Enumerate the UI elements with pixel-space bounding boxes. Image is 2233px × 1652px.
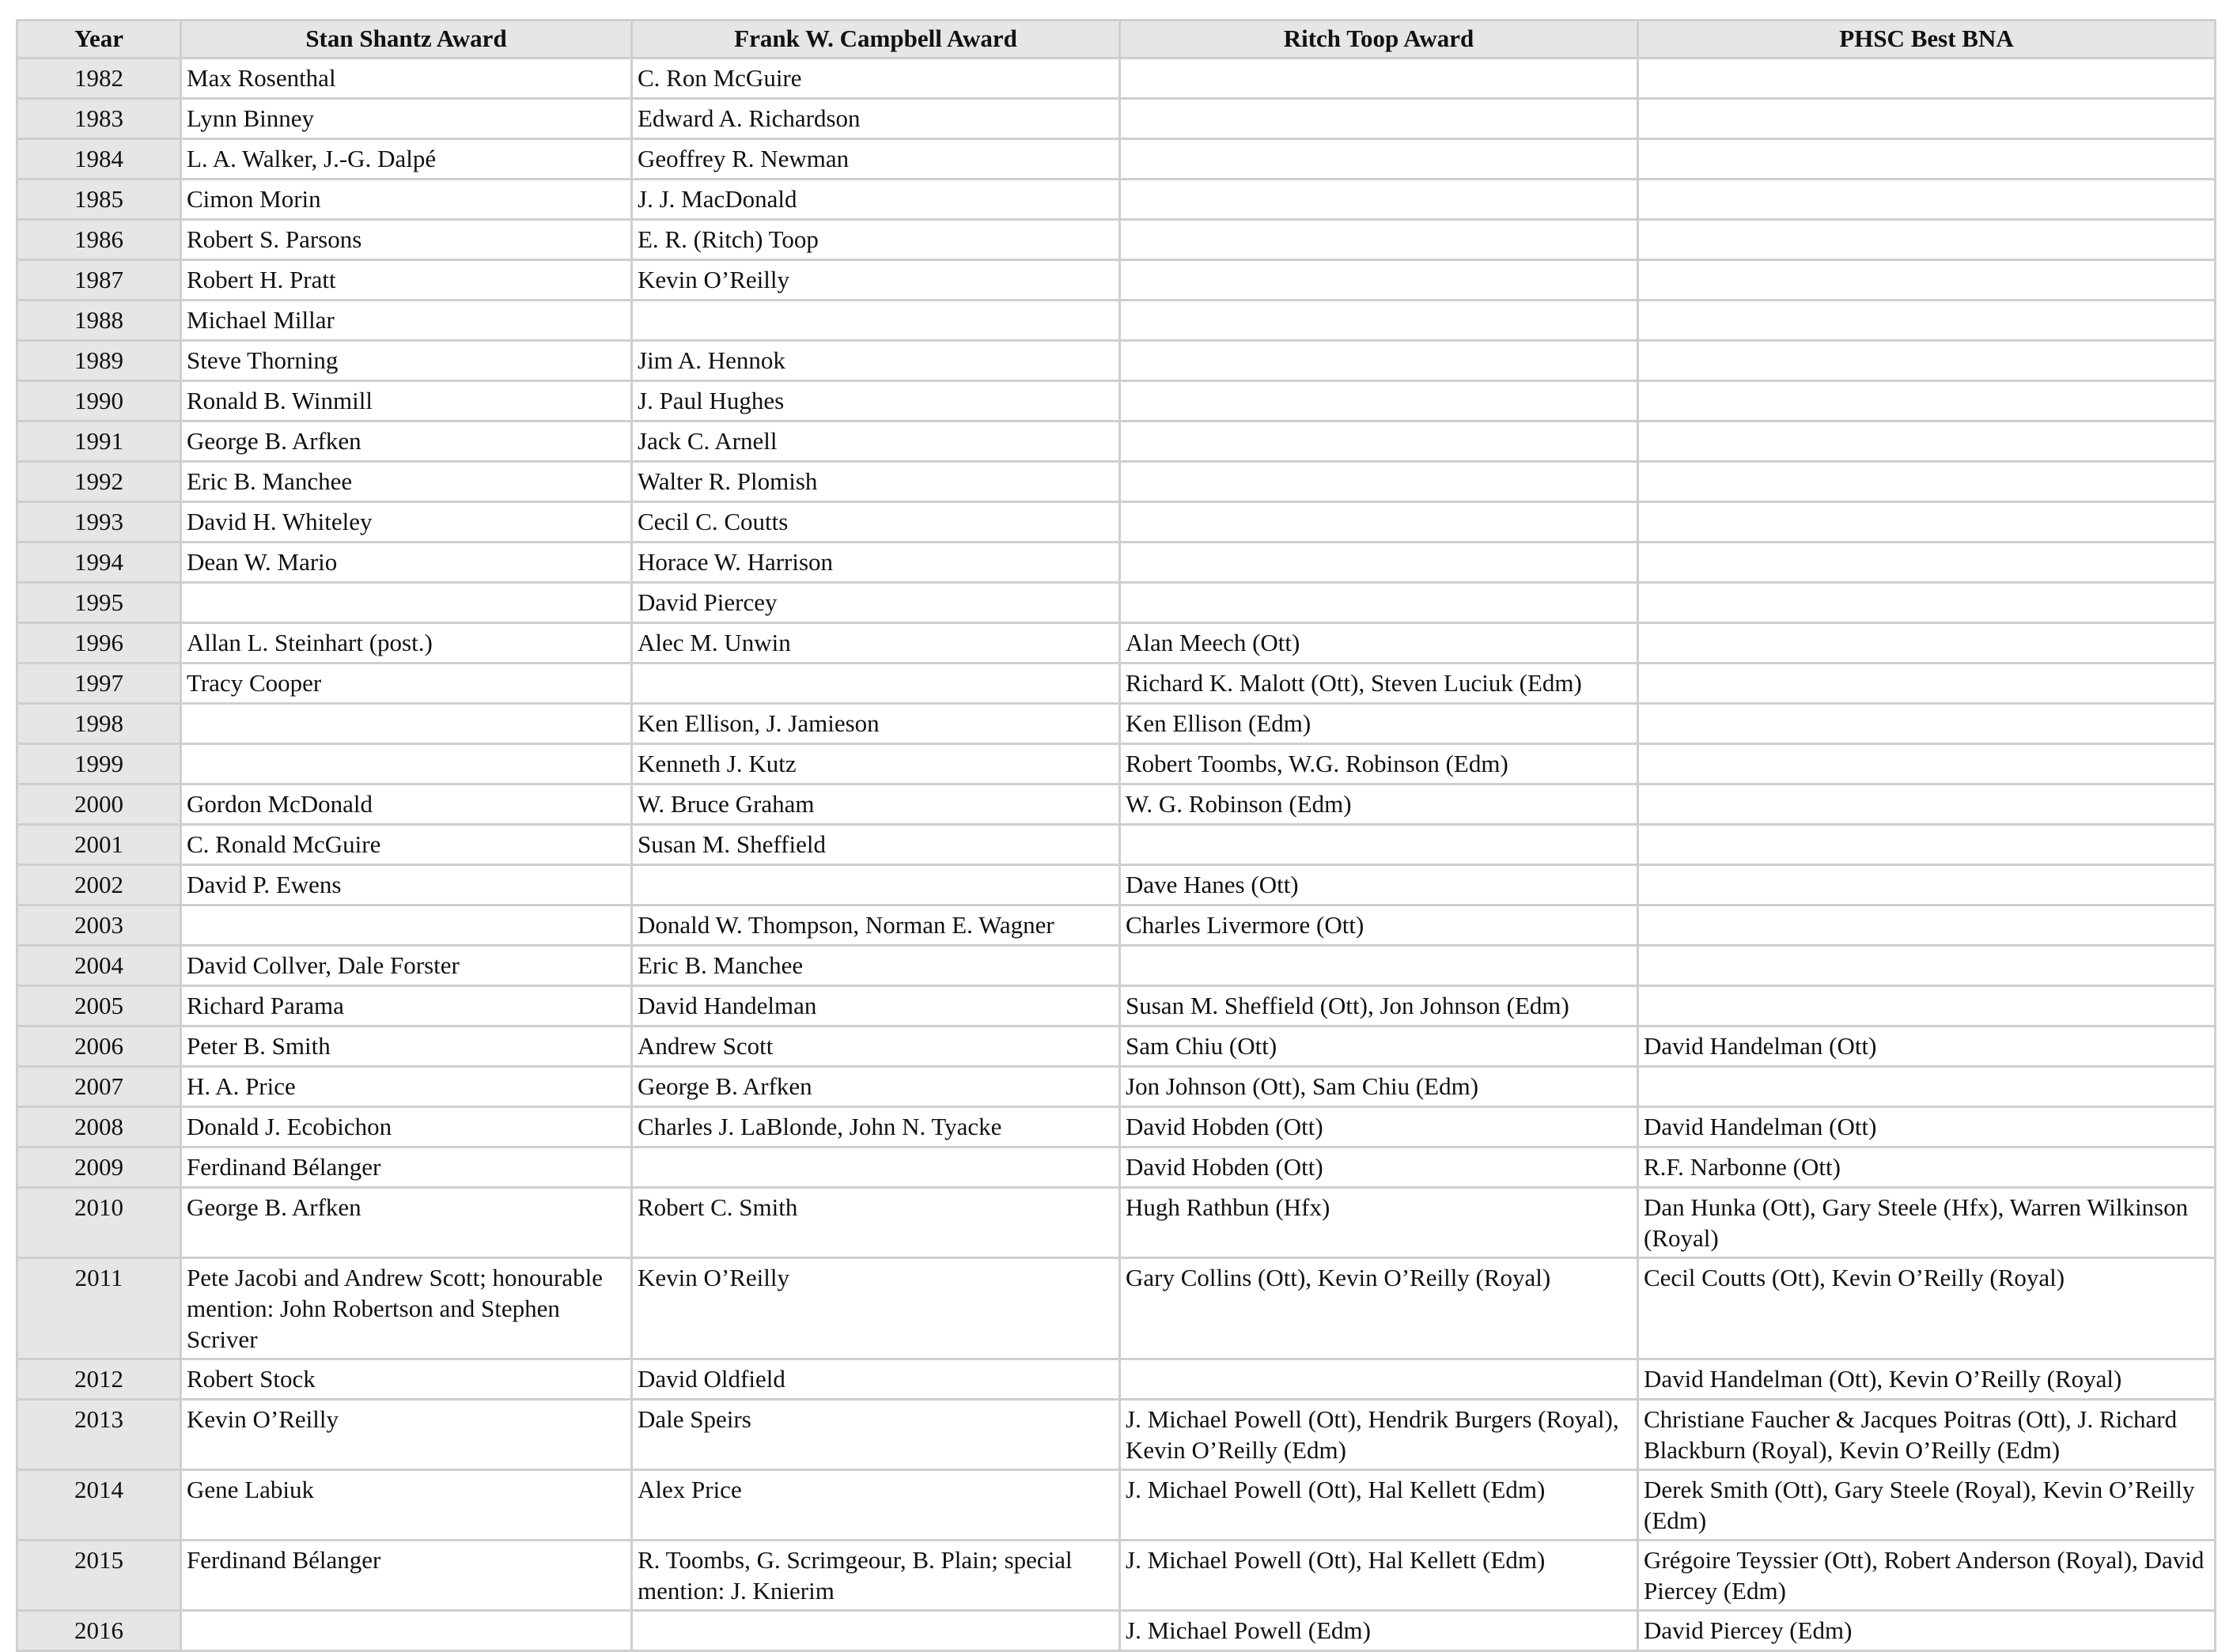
- phsc-best-bna-cell: [1638, 341, 2216, 381]
- phsc-best-bna-cell: Dan Hunka (Ott), Gary Steele (Hfx), Warren Wilkinson (Royal): [1638, 1188, 2216, 1258]
- ritch-toop-cell: [1120, 381, 1638, 422]
- phsc-best-bna-cell: [1638, 462, 2216, 502]
- frank-campbell-cell: [632, 1611, 1120, 1651]
- ritch-toop-cell: [1120, 220, 1638, 260]
- frank-campbell-cell: Donald W. Thompson, Norman E. Wagner: [632, 905, 1120, 946]
- year-cell: 2011: [17, 1258, 181, 1359]
- stan-shantz-cell: Lynn Binney: [181, 99, 632, 139]
- year-cell: 1991: [17, 422, 181, 462]
- frank-campbell-cell: Alex Price: [632, 1470, 1120, 1540]
- table-row: [17, 59, 2216, 99]
- year-cell: 1984: [17, 139, 181, 180]
- year-cell: 2014: [17, 1470, 181, 1540]
- phsc-best-bna-cell: [1638, 744, 2216, 784]
- year-cell: 2004: [17, 946, 181, 986]
- phsc-best-bna-cell: [1638, 704, 2216, 744]
- year-cell: 1982: [17, 59, 181, 99]
- stan-shantz-cell: Ferdinand Bélanger: [181, 1147, 632, 1188]
- frank-campbell-cell: Eric B. Manchee: [632, 946, 1120, 986]
- year-cell: 2015: [17, 1540, 181, 1611]
- year-cell: 1988: [17, 301, 181, 341]
- year-cell: 1990: [17, 381, 181, 422]
- stan-shantz-cell: Max Rosenthal: [181, 59, 632, 99]
- frank-campbell-cell: [632, 1147, 1120, 1188]
- table-row: [17, 341, 2216, 381]
- phsc-best-bna-cell: [1638, 59, 2216, 99]
- stan-shantz-cell: Gene Labiuk: [181, 1470, 632, 1540]
- year-cell: 1997: [17, 663, 181, 704]
- phsc-best-bna-cell: David Handelman (Ott): [1638, 1107, 2216, 1147]
- header-year: Year: [17, 21, 181, 59]
- stan-shantz-cell: Gordon McDonald: [181, 784, 632, 825]
- table-row: [17, 784, 2216, 825]
- table-row: [17, 542, 2216, 583]
- frank-campbell-cell: Jack C. Arnell: [632, 422, 1120, 462]
- frank-campbell-cell: Kenneth J. Kutz: [632, 744, 1120, 784]
- stan-shantz-cell: [181, 704, 632, 744]
- year-cell: 1996: [17, 623, 181, 663]
- table-row: [17, 1400, 2216, 1470]
- phsc-best-bna-cell: Derek Smith (Ott), Gary Steele (Royal), Kevin O’Reilly (Edm): [1638, 1470, 2216, 1540]
- phsc-best-bna-cell: Cecil Coutts (Ott), Kevin O’Reilly (Royal): [1638, 1258, 2216, 1359]
- ritch-toop-cell: Hugh Rathbun (Hfx): [1120, 1188, 1638, 1258]
- phsc-best-bna-cell: [1638, 542, 2216, 583]
- stan-shantz-cell: Ferdinand Bélanger: [181, 1540, 632, 1611]
- year-cell: 2005: [17, 986, 181, 1026]
- stan-shantz-cell: C. Ronald McGuire: [181, 825, 632, 865]
- frank-campbell-cell: Charles J. LaBlonde, John N. Tyacke: [632, 1107, 1120, 1147]
- phsc-best-bna-cell: Grégoire Teyssier (Ott), Robert Anderson (Royal), David Piercey (Edm): [1638, 1540, 2216, 1611]
- phsc-best-bna-cell: Christiane Faucher & Jacques Poitras (Ott), J. Richard Blackburn (Royal), Kevin O’Reilly (Edm): [1638, 1400, 2216, 1470]
- phsc-best-bna-cell: David Handelman (Ott): [1638, 1026, 2216, 1067]
- phsc-best-bna-cell: [1638, 99, 2216, 139]
- stan-shantz-cell: George B. Arfken: [181, 1188, 632, 1258]
- table-row: [17, 825, 2216, 865]
- frank-campbell-cell: David Piercey: [632, 583, 1120, 623]
- ritch-toop-cell: [1120, 462, 1638, 502]
- ritch-toop-cell: Charles Livermore (Ott): [1120, 905, 1638, 946]
- ritch-toop-cell: Sam Chiu (Ott): [1120, 1026, 1638, 1067]
- stan-shantz-cell: [181, 744, 632, 784]
- ritch-toop-cell: Ken Ellison (Edm): [1120, 704, 1638, 744]
- ritch-toop-cell: [1120, 1359, 1638, 1400]
- awards-table: [16, 19, 2216, 1652]
- ritch-toop-cell: Jon Johnson (Ott), Sam Chiu (Edm): [1120, 1067, 1638, 1107]
- stan-shantz-cell: David H. Whiteley: [181, 502, 632, 542]
- table-row: [17, 220, 2216, 260]
- table-row: [17, 704, 2216, 744]
- stan-shantz-cell: David Collver, Dale Forster: [181, 946, 632, 986]
- stan-shantz-cell: Richard Parama: [181, 986, 632, 1026]
- phsc-best-bna-cell: [1638, 301, 2216, 341]
- table-row: [17, 986, 2216, 1026]
- ritch-toop-cell: [1120, 139, 1638, 180]
- table-row: [17, 180, 2216, 220]
- year-cell: 1983: [17, 99, 181, 139]
- table-row: [17, 1147, 2216, 1188]
- table-row: [17, 1540, 2216, 1611]
- phsc-best-bna-cell: [1638, 946, 2216, 986]
- ritch-toop-cell: [1120, 583, 1638, 623]
- ritch-toop-cell: Alan Meech (Ott): [1120, 623, 1638, 663]
- year-cell: 2008: [17, 1107, 181, 1147]
- table-row: [17, 502, 2216, 542]
- stan-shantz-cell: Robert H. Pratt: [181, 260, 632, 301]
- year-cell: 1987: [17, 260, 181, 301]
- stan-shantz-cell: Kevin O’Reilly: [181, 1400, 632, 1470]
- frank-campbell-cell: Dale Speirs: [632, 1400, 1120, 1470]
- table-row: [17, 1258, 2216, 1359]
- table-row: [17, 1067, 2216, 1107]
- ritch-toop-cell: [1120, 260, 1638, 301]
- table-row: [17, 583, 2216, 623]
- phsc-best-bna-cell: R.F. Narbonne (Ott): [1638, 1147, 2216, 1188]
- year-cell: 2003: [17, 905, 181, 946]
- ritch-toop-cell: [1120, 301, 1638, 341]
- frank-campbell-cell: Alec M. Unwin: [632, 623, 1120, 663]
- stan-shantz-cell: L. A. Walker, J.-G. Dalpé: [181, 139, 632, 180]
- year-cell: 2010: [17, 1188, 181, 1258]
- ritch-toop-cell: J. Michael Powell (Ott), Hendrik Burgers (Royal), Kevin O’Reilly (Edm): [1120, 1400, 1638, 1470]
- year-cell: 2001: [17, 825, 181, 865]
- table-row: [17, 1470, 2216, 1540]
- phsc-best-bna-cell: [1638, 180, 2216, 220]
- frank-campbell-cell: [632, 865, 1120, 905]
- phsc-best-bna-cell: [1638, 1067, 2216, 1107]
- phsc-best-bna-cell: [1638, 905, 2216, 946]
- table-row: [17, 301, 2216, 341]
- year-cell: 1989: [17, 341, 181, 381]
- phsc-best-bna-cell: [1638, 663, 2216, 704]
- table-row: [17, 1188, 2216, 1258]
- ritch-toop-cell: [1120, 946, 1638, 986]
- table-row: [17, 422, 2216, 462]
- stan-shantz-cell: Robert Stock: [181, 1359, 632, 1400]
- year-cell: 1993: [17, 502, 181, 542]
- stan-shantz-cell: David P. Ewens: [181, 865, 632, 905]
- phsc-best-bna-cell: David Piercey (Edm): [1638, 1611, 2216, 1651]
- ritch-toop-cell: [1120, 502, 1638, 542]
- frank-campbell-cell: Andrew Scott: [632, 1026, 1120, 1067]
- phsc-best-bna-cell: [1638, 784, 2216, 825]
- ritch-toop-cell: [1120, 825, 1638, 865]
- phsc-best-bna-cell: [1638, 422, 2216, 462]
- frank-campbell-cell: David Handelman: [632, 986, 1120, 1026]
- phsc-best-bna-cell: [1638, 825, 2216, 865]
- ritch-toop-cell: David Hobden (Ott): [1120, 1107, 1638, 1147]
- header-ritch-toop-award: Ritch Toop Award: [1120, 21, 1638, 59]
- stan-shantz-cell: Eric B. Manchee: [181, 462, 632, 502]
- stan-shantz-cell: [181, 905, 632, 946]
- stan-shantz-cell: Ronald B. Winmill: [181, 381, 632, 422]
- stan-shantz-cell: George B. Arfken: [181, 422, 632, 462]
- ritch-toop-cell: J. Michael Powell (Ott), Hal Kellett (Edm): [1120, 1540, 1638, 1611]
- table-row: [17, 260, 2216, 301]
- table-row: [17, 1107, 2216, 1147]
- year-cell: 1992: [17, 462, 181, 502]
- ritch-toop-cell: [1120, 99, 1638, 139]
- stan-shantz-cell: Tracy Cooper: [181, 663, 632, 704]
- ritch-toop-cell: [1120, 341, 1638, 381]
- frank-campbell-cell: Horace W. Harrison: [632, 542, 1120, 583]
- year-cell: 2000: [17, 784, 181, 825]
- frank-campbell-cell: J. Paul Hughes: [632, 381, 1120, 422]
- phsc-best-bna-cell: David Handelman (Ott), Kevin O’Reilly (Royal): [1638, 1359, 2216, 1400]
- phsc-best-bna-cell: [1638, 623, 2216, 663]
- frank-campbell-cell: C. Ron McGuire: [632, 59, 1120, 99]
- ritch-toop-cell: David Hobden (Ott): [1120, 1147, 1638, 1188]
- ritch-toop-cell: [1120, 542, 1638, 583]
- phsc-best-bna-cell: [1638, 865, 2216, 905]
- year-cell: 1998: [17, 704, 181, 744]
- table-row: [17, 1611, 2216, 1651]
- stan-shantz-cell: Robert S. Parsons: [181, 220, 632, 260]
- table-row: [17, 946, 2216, 986]
- frank-campbell-cell: Jim A. Hennok: [632, 341, 1120, 381]
- stan-shantz-cell: Allan L. Steinhart (post.): [181, 623, 632, 663]
- year-cell: 2013: [17, 1400, 181, 1470]
- table-row: [17, 462, 2216, 502]
- stan-shantz-cell: Peter B. Smith: [181, 1026, 632, 1067]
- frank-campbell-cell: Susan M. Sheffield: [632, 825, 1120, 865]
- year-cell: 2007: [17, 1067, 181, 1107]
- table-row: [17, 623, 2216, 663]
- frank-campbell-cell: [632, 301, 1120, 341]
- frank-campbell-cell: Ken Ellison, J. Jamieson: [632, 704, 1120, 744]
- year-cell: 1994: [17, 542, 181, 583]
- stan-shantz-cell: Michael Millar: [181, 301, 632, 341]
- phsc-best-bna-cell: [1638, 139, 2216, 180]
- ritch-toop-cell: Gary Collins (Ott), Kevin O’Reilly (Royal): [1120, 1258, 1638, 1359]
- header-stan-shantz-award: Stan Shantz Award: [181, 21, 632, 59]
- ritch-toop-cell: Robert Toombs, W.G. Robinson (Edm): [1120, 744, 1638, 784]
- year-cell: 2002: [17, 865, 181, 905]
- table-row: [17, 663, 2216, 704]
- table-row: [17, 744, 2216, 784]
- ritch-toop-cell: Dave Hanes (Ott): [1120, 865, 1638, 905]
- phsc-best-bna-cell: [1638, 220, 2216, 260]
- ritch-toop-cell: [1120, 422, 1638, 462]
- ritch-toop-cell: W. G. Robinson (Edm): [1120, 784, 1638, 825]
- stan-shantz-cell: Dean W. Mario: [181, 542, 632, 583]
- frank-campbell-cell: Geoffrey R. Newman: [632, 139, 1120, 180]
- table-row: [17, 1359, 2216, 1400]
- ritch-toop-cell: Richard K. Malott (Ott), Steven Luciuk (Edm): [1120, 663, 1638, 704]
- year-cell: 1986: [17, 220, 181, 260]
- year-cell: 2012: [17, 1359, 181, 1400]
- year-cell: 2009: [17, 1147, 181, 1188]
- frank-campbell-cell: Edward A. Richardson: [632, 99, 1120, 139]
- ritch-toop-cell: [1120, 59, 1638, 99]
- table-header: [17, 21, 2216, 59]
- frank-campbell-cell: Robert C. Smith: [632, 1188, 1120, 1258]
- frank-campbell-cell: E. R. (Ritch) Toop: [632, 220, 1120, 260]
- stan-shantz-cell: Steve Thorning: [181, 341, 632, 381]
- phsc-best-bna-cell: [1638, 986, 2216, 1026]
- ritch-toop-cell: [1120, 180, 1638, 220]
- frank-campbell-cell: Cecil C. Coutts: [632, 502, 1120, 542]
- frank-campbell-cell: W. Bruce Graham: [632, 784, 1120, 825]
- ritch-toop-cell: Susan M. Sheffield (Ott), Jon Johnson (Edm): [1120, 986, 1638, 1026]
- stan-shantz-cell: Cimon Morin: [181, 180, 632, 220]
- ritch-toop-cell: J. Michael Powell (Edm): [1120, 1611, 1638, 1651]
- phsc-best-bna-cell: [1638, 381, 2216, 422]
- phsc-best-bna-cell: [1638, 583, 2216, 623]
- phsc-best-bna-cell: [1638, 260, 2216, 301]
- ritch-toop-cell: J. Michael Powell (Ott), Hal Kellett (Edm): [1120, 1470, 1638, 1540]
- header-row: [17, 21, 2216, 59]
- year-cell: 2006: [17, 1026, 181, 1067]
- stan-shantz-cell: Donald J. Ecobichon: [181, 1107, 632, 1147]
- table-row: [17, 1026, 2216, 1067]
- year-cell: 2016: [17, 1611, 181, 1651]
- table-row: [17, 381, 2216, 422]
- table-row: [17, 99, 2216, 139]
- frank-campbell-cell: [632, 663, 1120, 704]
- year-cell: 1995: [17, 583, 181, 623]
- table-row: [17, 865, 2216, 905]
- stan-shantz-cell: [181, 1611, 632, 1651]
- header-frank-w-campbell-award: Frank W. Campbell Award: [632, 21, 1120, 59]
- table-row: [17, 139, 2216, 180]
- stan-shantz-cell: H. A. Price: [181, 1067, 632, 1107]
- table-body: [17, 59, 2216, 1651]
- year-cell: 1985: [17, 180, 181, 220]
- header-phsc-best-bna: PHSC Best BNA: [1638, 21, 2216, 59]
- frank-campbell-cell: Kevin O’Reilly: [632, 260, 1120, 301]
- frank-campbell-cell: George B. Arfken: [632, 1067, 1120, 1107]
- stan-shantz-cell: [181, 583, 632, 623]
- frank-campbell-cell: Walter R. Plomish: [632, 462, 1120, 502]
- stan-shantz-cell: Pete Jacobi and Andrew Scott; honourable mention: John Robertson and Stephen Scriver: [181, 1258, 632, 1359]
- table-row: [17, 905, 2216, 946]
- frank-campbell-cell: David Oldfield: [632, 1359, 1120, 1400]
- frank-campbell-cell: J. J. MacDonald: [632, 180, 1120, 220]
- year-cell: 1999: [17, 744, 181, 784]
- frank-campbell-cell: R. Toombs, G. Scrimgeour, B. Plain; special mention: J. Knierim: [632, 1540, 1120, 1611]
- frank-campbell-cell: Kevin O’Reilly: [632, 1258, 1120, 1359]
- phsc-best-bna-cell: [1638, 502, 2216, 542]
